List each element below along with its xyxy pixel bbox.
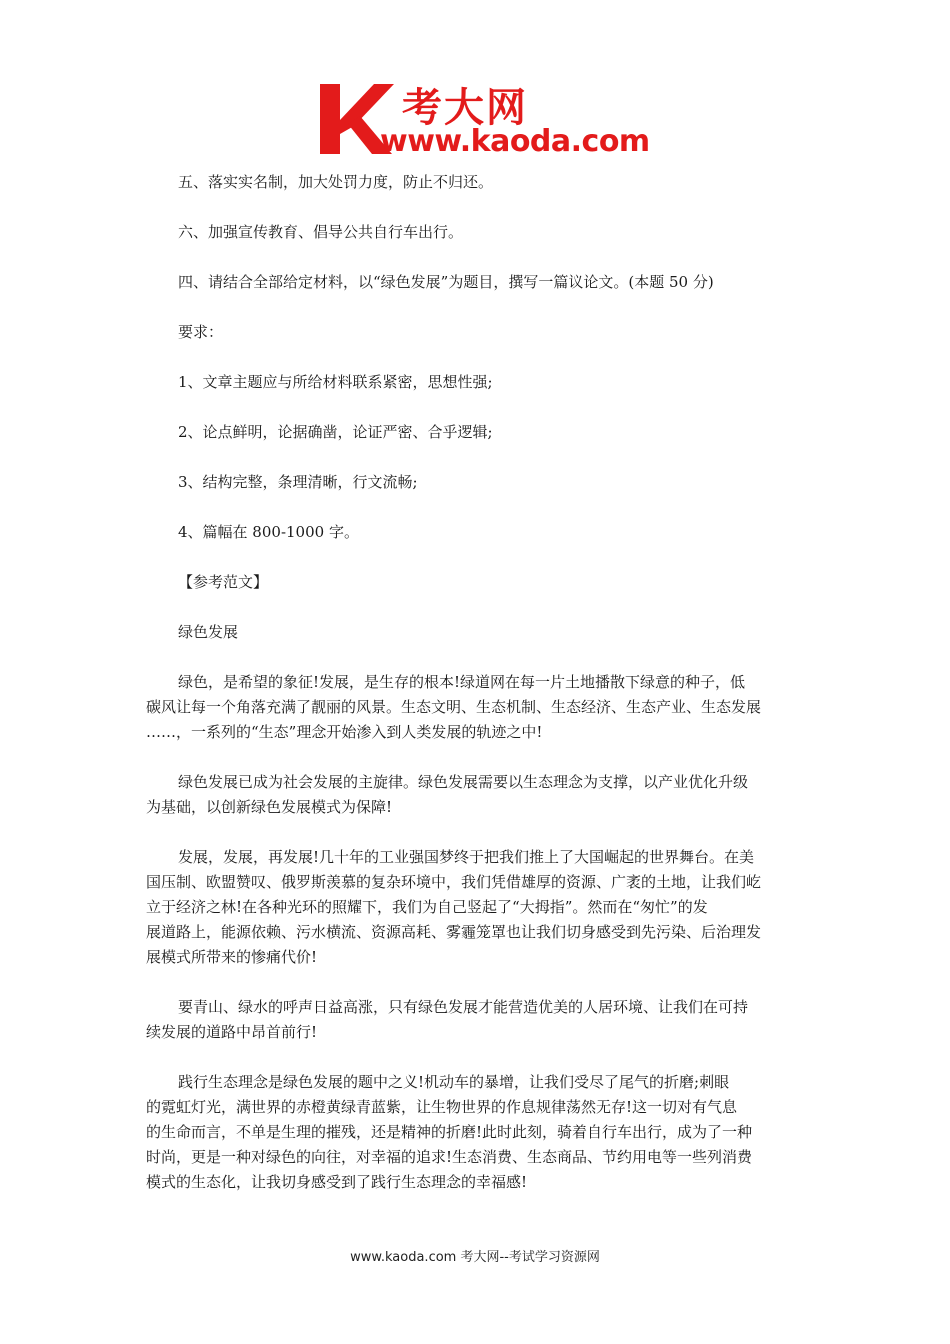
paragraph-line: 绿色，是希望的象征!发展，是生存的根本!绿道网在每一片土地播散下绿意的种子，低 <box>178 673 746 691</box>
document-body <box>146 170 810 1195</box>
paragraph-line: 国压制、欧盟赞叹、俄罗斯羡慕的复杂环境中，我们凭借雄厚的资源、广袤的土地，让我们屹 <box>146 873 762 891</box>
paragraph-line: 碳风让每一个角落充满了靓丽的风景。生态文明、生态机制、生态经济、生态产业、生态发展 <box>146 698 762 716</box>
paragraph-line: 绿色发展已成为社会发展的主旋律。绿色发展需要以生态理念为支撑，以产业优化升级 <box>178 773 749 791</box>
essay-paragraph <box>146 770 810 820</box>
page-footer: www.kaoda.com 考大网--考试学习资源网 <box>350 1250 600 1265</box>
essay-paragraph <box>146 670 810 745</box>
paragraph-line: 的生命而言，不单是生理的摧残，还是精神的折磨!此时此刻，骑着自行车出行，成为了一种 <box>146 1123 753 1141</box>
paragraph-line: 模式的生态化，让我切身感受到了践行生态理念的幸福感! <box>146 1173 528 1191</box>
paragraph-line: 为基础，以创新绿色发展模式为保障! <box>146 798 393 816</box>
paragraph-line: 展模式所带来的惨痛代价! <box>146 948 318 966</box>
paragraph-line: 时尚，更是一种对绿色的向往，对幸福的追求!生态消费、生态商品、节约用电等一些列消费 <box>146 1148 753 1166</box>
requirements-heading: 要求： <box>178 323 224 341</box>
essay-paragraph <box>146 1070 810 1195</box>
requirement-item: 1、文章主题应与所给材料联系紧密，思想性强; <box>178 373 493 391</box>
paragraph-line: 要青山、绿水的呼声日益高涨，只有绿色发展才能营造优美的人居环境、让我们在可持 <box>178 998 749 1016</box>
essay-title: 绿色发展 <box>178 623 239 641</box>
essay-paragraph <box>146 845 810 970</box>
paragraph-line: 立于经济之林!在各种光环的照耀下，我们为自己竖起了“大拇指”。然而在“匆忙”的发 <box>146 898 708 916</box>
requirement-item: 4、篇幅在 800-1000 字。 <box>178 523 359 541</box>
question-prompt: 四、请结合全部给定材料，以“绿色发展”为题目，撰写一篇议论文。(本题 50 分) <box>178 273 714 291</box>
paragraph-line: 践行生态理念是绿色发展的题中之义!机动车的暴增，让我们受尽了尾气的折磨;刺眼 <box>178 1073 730 1091</box>
paragraph-line: ……，一系列的“生态”理念开始渗入到人类发展的轨迹之中! <box>146 723 543 741</box>
paragraph-line: 的霓虹灯光，满世界的赤橙黄绿青蓝紫，让生物世界的作息规律荡然无存!这一切对有气息 <box>146 1098 738 1116</box>
list-item: 五、落实实名制，加大处罚力度，防止不归还。 <box>178 173 494 191</box>
sample-essay-heading: 【参考范文】 <box>178 573 269 591</box>
site-logo <box>318 80 648 160</box>
requirement-item: 2、论点鲜明，论据确凿，论证严密、合乎逻辑; <box>178 423 493 441</box>
essay-paragraph <box>146 995 810 1045</box>
paragraph-line: 展道路上，能源依赖、污水横流、资源高耗、雾霾笼罩也让我们切身感受到先污染、后治理发 <box>146 923 762 941</box>
requirement-item: 3、结构完整，条理清晰，行文流畅; <box>178 473 418 491</box>
list-item: 六、加强宣传教育、倡导公共自行车出行。 <box>178 223 464 241</box>
logo-site-url: www.kaoda.com <box>380 124 650 159</box>
paragraph-line: 发展，发展，再发展!几十年的工业强国梦终于把我们推上了大国崛起的世界舞台。在美 <box>178 848 755 866</box>
logo-site-name: 考大网 <box>402 85 528 131</box>
paragraph-line: 续发展的道路中昂首前行! <box>146 1023 318 1041</box>
